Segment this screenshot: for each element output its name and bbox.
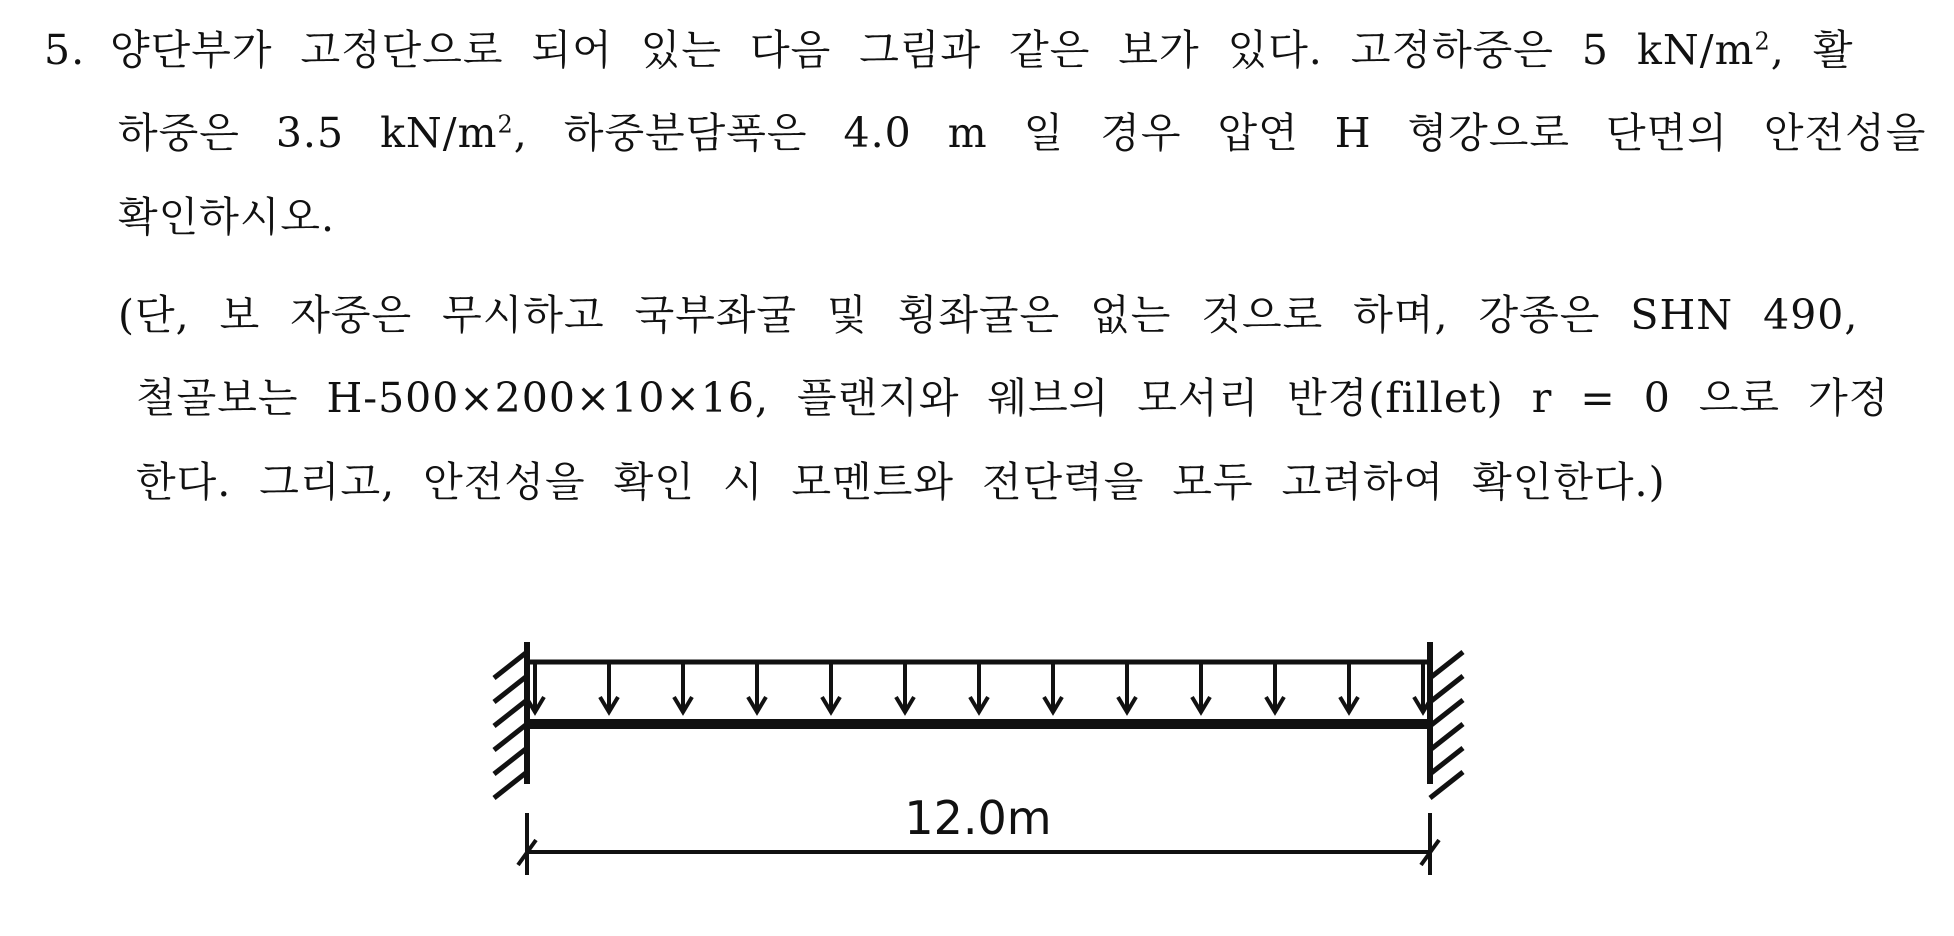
left-support-hatch bbox=[494, 652, 527, 678]
span-label: 12.0m bbox=[904, 791, 1052, 845]
problem-line-2-text: 하중은 3.5 kN/m bbox=[118, 109, 498, 157]
left-fixed-support bbox=[494, 652, 527, 798]
right-support-hatch bbox=[1430, 676, 1463, 702]
unit-superscript: 2 bbox=[497, 110, 514, 139]
right-support-hatch bbox=[1430, 772, 1463, 798]
right-support-hatch bbox=[1430, 652, 1463, 678]
left-support-hatch bbox=[494, 772, 527, 798]
problem-line-1-tail: , 활 bbox=[1770, 26, 1854, 74]
left-support-hatch bbox=[494, 700, 527, 726]
problem-line-2-tail: , 하중분담폭은 4.0 m 일 경우 압연 H 형강으로 단면의 안전성을 bbox=[513, 109, 1927, 157]
left-support-hatch bbox=[494, 676, 527, 702]
condition-line-3: 한다. 그리고, 안전성을 확인 시 모멘트와 전단력을 모두 고려하여 확인한다.) bbox=[136, 458, 1666, 506]
right-support-hatch bbox=[1430, 724, 1463, 750]
left-support-hatch bbox=[494, 724, 527, 750]
right-fixed-support bbox=[1430, 652, 1463, 798]
left-support-hatch bbox=[494, 748, 527, 774]
problem-number: 5. bbox=[44, 26, 86, 74]
distributed-load-arrows bbox=[526, 662, 1432, 712]
condition-line-1: (단, 보 자중은 무시하고 국부좌굴 및 횡좌굴은 없는 것으로 하며, 강종은 SHN 490, bbox=[118, 291, 1859, 339]
unit-superscript: 2 bbox=[1754, 27, 1771, 56]
problem-line-1-text: 양단부가 고정단으로 되어 있는 다음 그림과 같은 보가 있다. 고정하중은 5 kN/m bbox=[110, 26, 1755, 74]
problem-line-3: 확인하시오. bbox=[118, 193, 336, 241]
condition-line-2: 철골보는 H-500×200×10×16, 플랜지와 웨브의 모서리 반경(fillet) r = 0 으로 가정 bbox=[136, 374, 1890, 422]
right-support-hatch bbox=[1430, 700, 1463, 726]
right-support-hatch bbox=[1430, 748, 1463, 774]
